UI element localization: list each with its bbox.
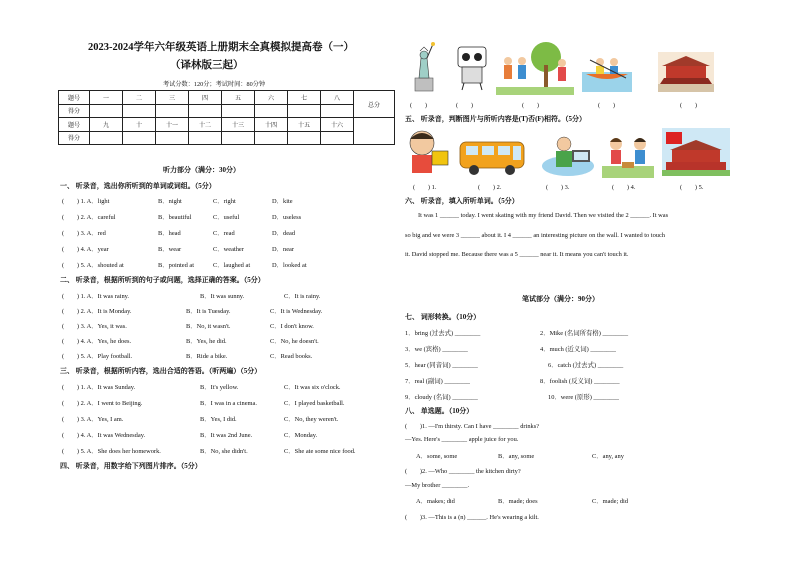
option-c: C．I played basketball. xyxy=(284,400,345,407)
answer-blank[interactable]: ( ) 4. xyxy=(612,184,636,191)
question-item: ( ) 1. A．It was Sunday. xyxy=(62,384,136,391)
passage-line: it. David stopped me. Because there was a 5 ______ near it. It means you can't touch it. xyxy=(405,251,629,258)
section-6-title: 六、 听录音，填入所听单词。（5分） xyxy=(405,197,519,205)
word-form-item[interactable]: 10．were (原形) ________ xyxy=(548,394,619,401)
option-c: C．It is Wednesday. xyxy=(270,308,323,315)
answer-blank[interactable]: ( ) 5. xyxy=(680,184,704,191)
option-c: C．It is rainy. xyxy=(284,293,321,300)
question-item: ( ) 3. A．Yes, I am. xyxy=(62,416,124,423)
option-c: C．No, they weren't. xyxy=(284,416,339,423)
option-b: B．It was sunny. xyxy=(200,293,245,300)
option-b: B．beautiful xyxy=(158,214,192,221)
question-item: ( ) 4. A．year xyxy=(62,246,109,253)
section-4-title: 四、 听录音，用数字给下列图片排序。（5分） xyxy=(60,462,202,470)
option-b: B．night xyxy=(158,198,182,205)
option-d: D．useless xyxy=(272,214,302,221)
word-form-item[interactable]: 4．much (近义词) ________ xyxy=(540,346,616,353)
table-cell: 十六 xyxy=(321,118,354,132)
mcq-option-b[interactable]: B．any, some xyxy=(498,453,535,460)
table-cell xyxy=(222,104,255,118)
total-score-label: 总分 xyxy=(354,91,395,118)
table-cell xyxy=(189,131,222,145)
mcq-question-reply: —My brother ________. xyxy=(405,482,470,489)
table-cell: 得分 xyxy=(59,104,90,118)
palace-picture xyxy=(658,52,714,92)
table-cell xyxy=(156,131,189,145)
table-cell xyxy=(123,104,156,118)
option-c: C．useful xyxy=(213,214,240,221)
table-cell xyxy=(222,131,255,145)
table-cell xyxy=(288,104,321,118)
option-c: C．weather xyxy=(213,246,244,253)
children-picnic-picture xyxy=(602,130,654,178)
table-cell: 十三 xyxy=(222,118,255,132)
word-form-item[interactable]: 9．cloudy (名词) ________ xyxy=(405,394,478,401)
table-cell: 十二 xyxy=(189,118,222,132)
man-at-computer-picture xyxy=(540,130,596,178)
family-picnic-picture xyxy=(496,41,574,95)
section-7-title: 七、 词形转换。（10分） xyxy=(405,313,481,321)
boy-with-book-picture xyxy=(400,127,454,177)
table-cell: 四 xyxy=(189,91,222,105)
option-d: D．near xyxy=(272,246,295,253)
table-cell: 二 xyxy=(123,91,156,105)
question-item: ( ) 1. A．light xyxy=(62,198,110,205)
answer-blank[interactable]: ( ) xyxy=(410,102,428,109)
section-3-title: 三、 听录音，根据所听内容，选出合适的答语。（听两遍）（5分） xyxy=(60,367,262,375)
table-cell: 八 xyxy=(321,91,354,105)
exam-info: 考试分数：120分；考试时间：80分钟 xyxy=(163,81,266,88)
option-c: C．It was six o'clock. xyxy=(284,384,341,391)
table-cell xyxy=(156,104,189,118)
word-form-item[interactable]: 5．hear (同音词) ________ xyxy=(405,362,478,369)
table-cell: 十一 xyxy=(156,118,189,132)
word-form-item[interactable]: 8．foolish (反义词) ________ xyxy=(540,378,620,385)
option-c: C．I don't know. xyxy=(270,323,314,330)
listening-heading: 听力部分（满分：30分） xyxy=(163,166,240,174)
mcq-question: ( )2. —Who ________ the kitchen dirty? xyxy=(405,468,521,475)
option-c: C．read xyxy=(213,230,235,237)
option-d: D．kite xyxy=(272,198,293,205)
table-cell: 十五 xyxy=(288,118,321,132)
table-cell: 九 xyxy=(90,118,123,132)
answer-blank[interactable]: ( ) xyxy=(680,102,698,109)
option-d: D．looked at xyxy=(272,262,307,269)
option-b: B．I was in a cinema. xyxy=(200,400,257,407)
table-cell xyxy=(90,104,123,118)
word-form-item[interactable]: 2．Mike (名词所有格) ________ xyxy=(540,330,629,337)
exam-title: 2023-2024学年六年级英语上册期末全真模拟提高卷（一） xyxy=(88,42,354,53)
mcq-option-a[interactable]: A．some, some xyxy=(416,453,458,460)
table-cell: 一 xyxy=(90,91,123,105)
question-item: ( ) 3. A．Yes, it was. xyxy=(62,323,127,330)
question-item: ( ) 2. A．It is Monday. xyxy=(62,308,132,315)
word-form-item[interactable]: 6．catch (过去式) ________ xyxy=(548,362,624,369)
table-cell xyxy=(255,131,288,145)
question-item: ( ) 4. A．Yes, he does. xyxy=(62,338,132,345)
option-b: B．pointed at xyxy=(158,262,195,269)
answer-blank[interactable]: ( ) xyxy=(522,102,540,109)
answer-blank[interactable]: ( ) 2. xyxy=(478,184,502,191)
option-c: C．right xyxy=(213,198,236,205)
table-cell xyxy=(321,104,354,118)
option-b: B．It was 2nd June. xyxy=(200,432,253,439)
table-cell xyxy=(189,104,222,118)
mcq-option-c[interactable]: C．made; did xyxy=(592,498,629,505)
tiananmen-picture xyxy=(662,128,730,176)
section-1-title: 一、 听录音，选出你所听到的单词或词组。（5分） xyxy=(60,182,216,190)
option-c: C．Read books. xyxy=(270,353,313,360)
question-item: ( ) 5. A．shouted at xyxy=(62,262,124,269)
question-item: ( ) 2. A．I went to Beijing. xyxy=(62,400,143,407)
table-cell xyxy=(321,131,354,145)
table-cell: 五 xyxy=(222,91,255,105)
statue-of-liberty-picture xyxy=(405,40,443,92)
option-c: C．laughed at xyxy=(213,262,251,269)
question-item: ( ) 2. A．careful xyxy=(62,214,116,221)
canoe-picture xyxy=(582,44,632,92)
question-item: ( ) 3. A．red xyxy=(62,230,106,237)
mcq-question-reply: —Yes. Here's ________ apple juice for you. xyxy=(405,436,519,443)
word-form-item[interactable]: 7．real (副词) ________ xyxy=(405,378,470,385)
option-b: B．Yes, he did. xyxy=(186,338,227,345)
film-mascot-picture xyxy=(450,43,492,91)
mcq-question: ( )1. —I'm thirsty. Can I have ________ drinks? xyxy=(405,423,540,430)
question-item: ( ) 5. A．Play football. xyxy=(62,353,133,360)
option-b: B．wear xyxy=(158,246,182,253)
option-b: B．Ride a bike. xyxy=(186,353,228,360)
option-b: B．It's yellow. xyxy=(200,384,239,391)
table-cell: 十 xyxy=(123,118,156,132)
mcq-option-b[interactable]: B．made; does xyxy=(498,498,538,505)
section-2-title: 二、 听录音，根据所听到的句子或问题，选择正确的答案。（5分） xyxy=(60,276,265,284)
mcq-option-a[interactable]: A．makes; did xyxy=(416,498,455,505)
section-5-title: 五、 听录音，判断图片与所听内容是(T)否(F)相符。（5分） xyxy=(405,115,587,123)
exam-subtitle: （译林版三起） xyxy=(170,60,244,71)
total-score-cell xyxy=(354,118,395,145)
score-table xyxy=(58,90,395,145)
word-form-item[interactable]: 1．bring (过去式) ________ xyxy=(405,330,481,337)
bus-picture xyxy=(458,138,528,176)
table-cell: 十四 xyxy=(255,118,288,132)
answer-blank[interactable]: ( ) xyxy=(598,102,616,109)
option-b: B．It is Tuesday. xyxy=(186,308,231,315)
table-cell: 得分 xyxy=(59,131,90,145)
option-c: C．No, he doesn't. xyxy=(270,338,319,345)
answer-blank[interactable]: ( ) 1. xyxy=(413,184,437,191)
option-d: D．dead xyxy=(272,230,296,237)
answer-blank[interactable]: ( ) 3. xyxy=(546,184,570,191)
table-cell: 六 xyxy=(255,91,288,105)
mcq-question: ( )3. —This is a (n) ______. He's wearing a kilt. xyxy=(405,514,539,521)
passage-line: It was 1 ______ today. I went skating with my friend David. Then we visited the 2 ______. It was xyxy=(418,212,669,219)
table-cell: 七 xyxy=(288,91,321,105)
table-cell xyxy=(255,104,288,118)
option-c: C．She ate some nice food. xyxy=(284,448,356,455)
table-cell: 三 xyxy=(156,91,189,105)
table-cell: 题号 xyxy=(59,91,90,105)
option-b: B．No, she didn't. xyxy=(200,448,248,455)
table-cell: 题号 xyxy=(59,118,90,132)
option-b: B．No, it wasn't. xyxy=(186,323,231,330)
option-b: B．head xyxy=(158,230,181,237)
table-cell xyxy=(123,131,156,145)
table-cell xyxy=(90,131,123,145)
answer-blank[interactable]: ( ) xyxy=(456,102,474,109)
question-item: ( ) 4. A．It was Wednesday. xyxy=(62,432,146,439)
word-form-item[interactable]: 3．we (宾格) ________ xyxy=(405,346,468,353)
written-heading: 笔试部分（满分：90分） xyxy=(522,295,599,303)
table-cell xyxy=(288,131,321,145)
section-8-title: 八、 单选题。（10分） xyxy=(405,407,474,415)
question-item: ( ) 1. A．It was rainy. xyxy=(62,293,130,300)
passage-line: so big and we were 3 ______ about it. I 4 ______ an interesting picture on the wall. I wanted to touch xyxy=(405,232,666,239)
option-b: B．Yes, I did. xyxy=(200,416,237,423)
option-c: C．Monday. xyxy=(284,432,318,439)
mcq-option-c[interactable]: C．any, any xyxy=(592,453,624,460)
question-item: ( ) 5. A．She does her homework. xyxy=(62,448,161,455)
